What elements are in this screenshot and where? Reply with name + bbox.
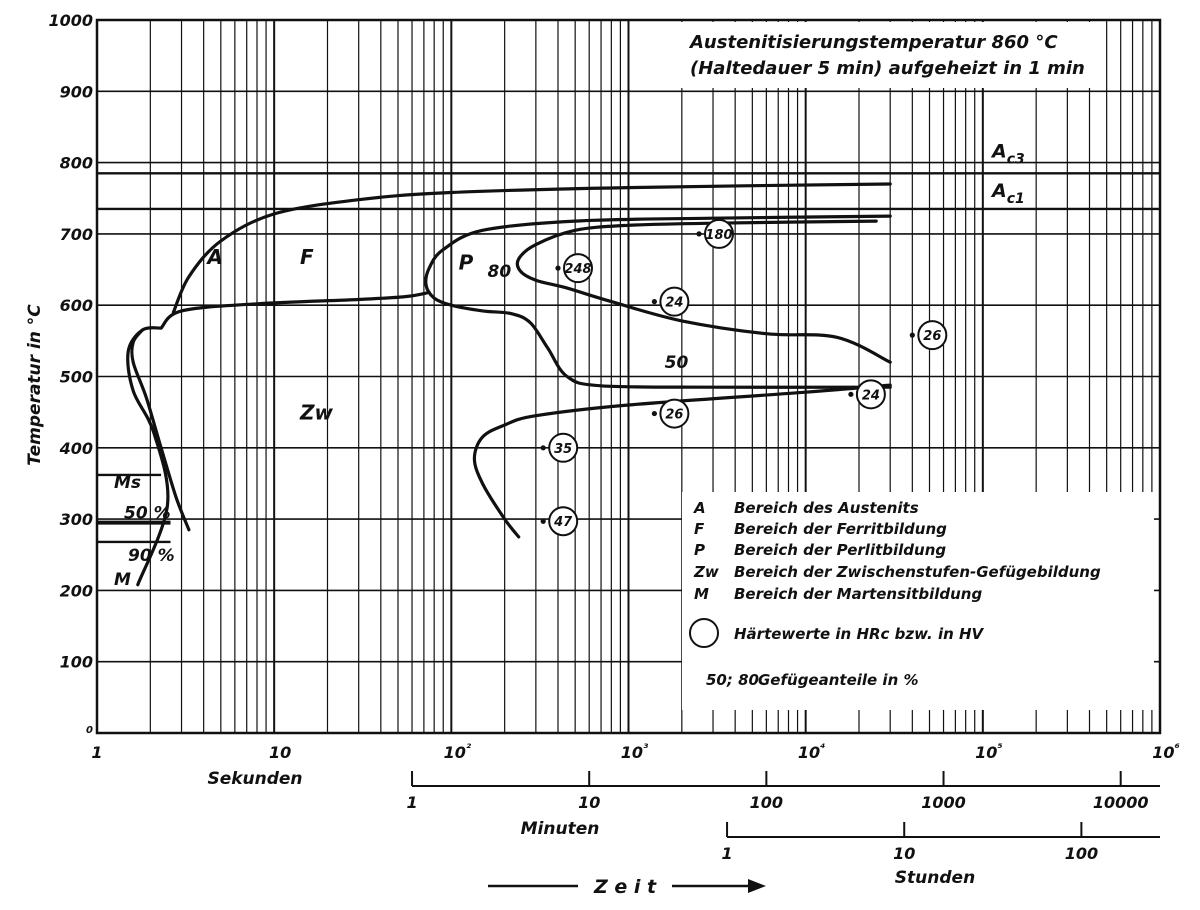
y-tick-label: 100 <box>59 652 93 672</box>
secondary-tick-label: 10000 <box>1092 793 1149 812</box>
hardness-dot <box>696 231 701 236</box>
legend-key: P <box>694 541 705 559</box>
hardness-value: 248 <box>564 262 592 278</box>
chart-subtitle: (Haltedauer 5 min) aufgeheizt in 1 min <box>690 58 1085 79</box>
x-tick-label: $10^{^3}$ <box>620 741 649 762</box>
hardness-value: 26 <box>923 329 942 345</box>
hardness-value: 180 <box>705 227 733 243</box>
x-tick-label: $10^{^2}$ <box>443 741 472 762</box>
x-axis-title: Sekunden <box>207 769 303 789</box>
y-tick-label: 800 <box>59 153 93 173</box>
legend-text: Bereich der Zwischenstufen-Gefügebildung <box>734 563 1101 581</box>
legend-text: Gefügeanteile in % <box>758 671 919 689</box>
hardness-dot <box>541 519 546 524</box>
hardness-dot <box>848 392 853 397</box>
hardness-value: 24 <box>665 295 684 311</box>
secondary-tick-label: 10 <box>578 793 601 812</box>
legend-text: Bereich der Ferritbildung <box>734 520 947 538</box>
y-tick-label: 400 <box>59 438 93 458</box>
hardness-dot <box>541 445 546 450</box>
x-tick-label: $10^{^4}$ <box>797 741 826 762</box>
legend-key: Zw <box>694 563 719 581</box>
transformation-curve <box>517 221 890 362</box>
legend-key: A <box>694 499 706 517</box>
martensite-label: Ms <box>114 472 142 493</box>
x-tick-label: 1 <box>91 743 103 762</box>
legend-text: Härtewerte in HRc bzw. in HV <box>734 625 984 643</box>
hardness-value: 24 <box>861 388 880 404</box>
legend-key: F <box>694 520 705 538</box>
transformation-curve <box>161 292 429 328</box>
legend-text: Bereich der Martensitbildung <box>734 585 983 603</box>
hardness-dot <box>652 299 657 304</box>
legend-key: 50; 80 <box>706 671 759 689</box>
secondary-tick-label: 10 <box>893 844 916 863</box>
y-tick-label: 300 <box>59 510 93 530</box>
legend-text: Bereich der Perlitbildung <box>734 541 947 559</box>
y-tick-label: 900 <box>59 82 93 102</box>
x-tick-label: 10 <box>269 743 292 762</box>
reference-line-label: $A_{c1}$ <box>992 179 1025 207</box>
martensite-label: 90 % <box>128 545 175 566</box>
time-arrow-label: Z e i t <box>593 876 657 898</box>
martensite-label: 50 % <box>124 503 171 524</box>
y-tick-label: 0 <box>86 725 93 736</box>
hardness-value: 35 <box>554 441 573 457</box>
transformation-curve <box>132 330 189 530</box>
region-label: A <box>207 244 223 269</box>
chart-title: Austenitisierungstemperatur 860 °C <box>690 32 1058 53</box>
hardness-dot <box>910 333 915 338</box>
y-axis-title: Temperatur in °C <box>25 304 45 466</box>
secondary-tick-label: 1 <box>406 793 418 812</box>
martensite-label: M <box>114 569 131 590</box>
hardness-dot <box>555 266 560 271</box>
hardness-value: 47 <box>554 515 573 531</box>
markers <box>205 220 946 535</box>
secondary-tick-label: 100 <box>1064 844 1099 863</box>
fraction-label: 80 <box>487 261 512 282</box>
x-tick-label: $10^{^5}$ <box>975 741 1003 762</box>
legend-circle-icon <box>690 619 718 647</box>
region-label: Zw <box>300 400 334 425</box>
y-tick-label: 500 <box>59 367 93 387</box>
time-arrow-head <box>748 879 766 893</box>
y-tick-label: 1000 <box>48 11 93 30</box>
axes <box>48 11 1179 888</box>
y-tick-label: 600 <box>59 296 93 316</box>
secondary-tick-label: 1 <box>721 844 733 863</box>
secondary-tick-label: 100 <box>749 793 784 812</box>
secondary-tick-label: 1000 <box>921 793 966 812</box>
secondary-axis-title: Stunden <box>894 868 976 888</box>
y-tick-label: 700 <box>59 224 93 244</box>
reference-line-label: $A_{c3}$ <box>992 140 1025 168</box>
region-label: P <box>458 250 474 275</box>
y-tick-label: 200 <box>59 581 93 601</box>
legend-key: M <box>694 585 709 603</box>
secondary-axis-title: Minuten <box>520 819 600 839</box>
hardness-value: 26 <box>665 407 684 423</box>
region-label: F <box>300 244 314 269</box>
hardness-dot <box>652 411 657 416</box>
fraction-label: 50 <box>664 353 689 374</box>
legend-text: Bereich des Austenits <box>734 499 919 517</box>
x-tick-label: $10^{^6}$ <box>1152 741 1180 762</box>
transformation-curve <box>426 216 890 387</box>
